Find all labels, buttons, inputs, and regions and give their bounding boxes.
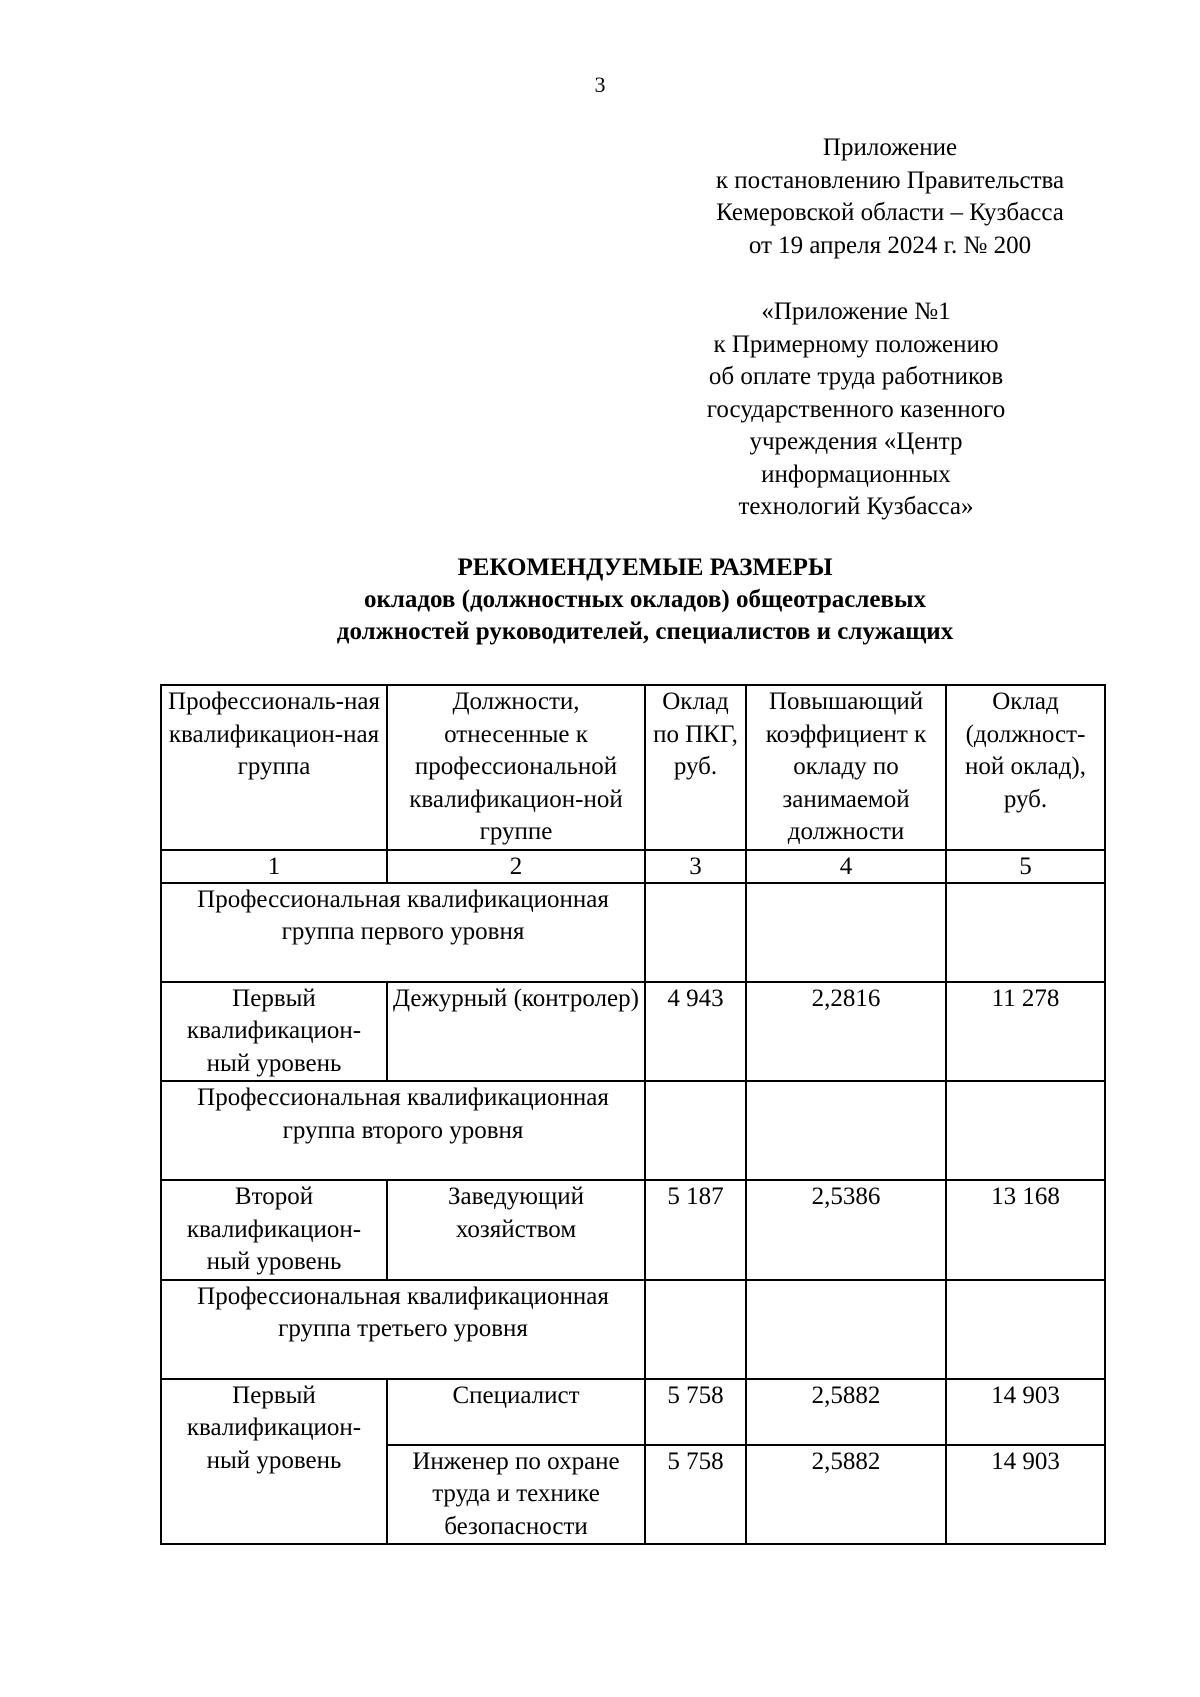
group-title-row [161,1280,1105,1379]
appendix-header-line: к постановлению Правительства [715,166,1065,194]
qualification-level: Второй квалификацион-ный уровень [161,1180,387,1280]
appendix-header-line: Приложение [822,134,958,161]
appendix-header [660,132,1120,262]
title-line: должностей руководителей, специалистов и служащих [336,618,954,645]
salary-table [160,684,1106,1545]
appendix-sub-line: учреждения «Центр [749,428,963,455]
group-title-row [161,883,1105,982]
empty-cell [746,883,946,982]
empty-cell [946,1081,1105,1180]
final-salary: 11 278 [946,982,1105,1082]
column-number: 3 [645,850,746,883]
appendix-sub-line: «Приложение №1 [761,298,951,325]
position-name: Инженер по охране труда и технике безопасности [387,1445,645,1545]
group-title-row [161,1081,1105,1180]
column-number-row [161,850,1105,883]
empty-cell [645,883,746,982]
group-title: Профессиональная квалификационная группа первого уровня [161,883,645,982]
appendix-sub-line: об оплате труда работников [708,363,1004,390]
group-title: Профессиональная квалификационная группа второго уровня [161,1081,645,1180]
final-salary: 14 903 [946,1379,1105,1445]
base-salary: 5 758 [645,1445,746,1545]
appendix-sub-line: информационных [761,460,951,488]
coefficient: 2,5882 [746,1379,946,1445]
final-salary: 13 168 [946,1180,1105,1280]
qualification-level: Первый квалификацион-ный уровень [161,982,387,1082]
empty-cell [746,1081,946,1180]
empty-cell [746,1280,946,1379]
document-title [0,552,1200,648]
column-number: 5 [946,850,1105,883]
base-salary: 5 187 [645,1180,746,1280]
title-line: РЕКОМЕНДУЕМЫЕ РАЗМЕРЫ [457,554,833,581]
empty-cell [645,1280,746,1379]
final-salary: 14 903 [946,1445,1105,1545]
coefficient: 2,5386 [746,1180,946,1280]
appendix-sub-line: технологий Кузбасса» [738,493,974,520]
column-number: 4 [746,850,946,883]
base-salary: 5 758 [645,1379,746,1445]
empty-cell [946,1280,1105,1379]
table-header-row [161,685,1105,850]
group-title: Профессиональная квалификационная группа третьего уровня [161,1280,645,1379]
title-line: окладов (должностных окладов) общеотраслевых [363,586,927,613]
position-name: Заведующий хозяйством [387,1180,645,1280]
header-cell: Профессиональ-ная квалификацион-ная группа [161,685,387,850]
column-number: 1 [161,850,387,883]
page-number: 3 [594,72,606,97]
header-cell: Оклад по ПКГ, руб. [645,685,746,850]
appendix-subheader [676,296,1036,524]
position-name: Специалист [387,1379,645,1445]
qualification-level: Первый квалификацион-ный уровень [161,1379,387,1545]
coefficient: 2,2816 [746,982,946,1082]
column-number: 2 [387,850,645,883]
table-row [161,1180,1105,1280]
appendix-sub-line: государственного казенного [706,395,1006,423]
header-cell: Должности, отнесенные к профессиональной квалификацион-ной группе [387,685,645,850]
table-row [161,1379,1105,1445]
base-salary: 4 943 [645,982,746,1082]
position-name: Дежурный (контролер) [387,982,645,1082]
appendix-header-line: от 19 апреля 2024 г. № 200 [748,231,1032,259]
appendix-header-line: Кемеровской области – Кузбасса [716,199,1064,226]
table-row [161,982,1105,1082]
header-cell: Повышающий коэффициент к окладу по занимаемой должности [746,685,946,850]
coefficient: 2,5882 [746,1445,946,1545]
empty-cell [946,883,1105,982]
header-cell: Оклад (должност-ной оклад), руб. [946,685,1105,850]
appendix-sub-line: к Примерному положению [713,330,999,358]
empty-cell [645,1081,746,1180]
